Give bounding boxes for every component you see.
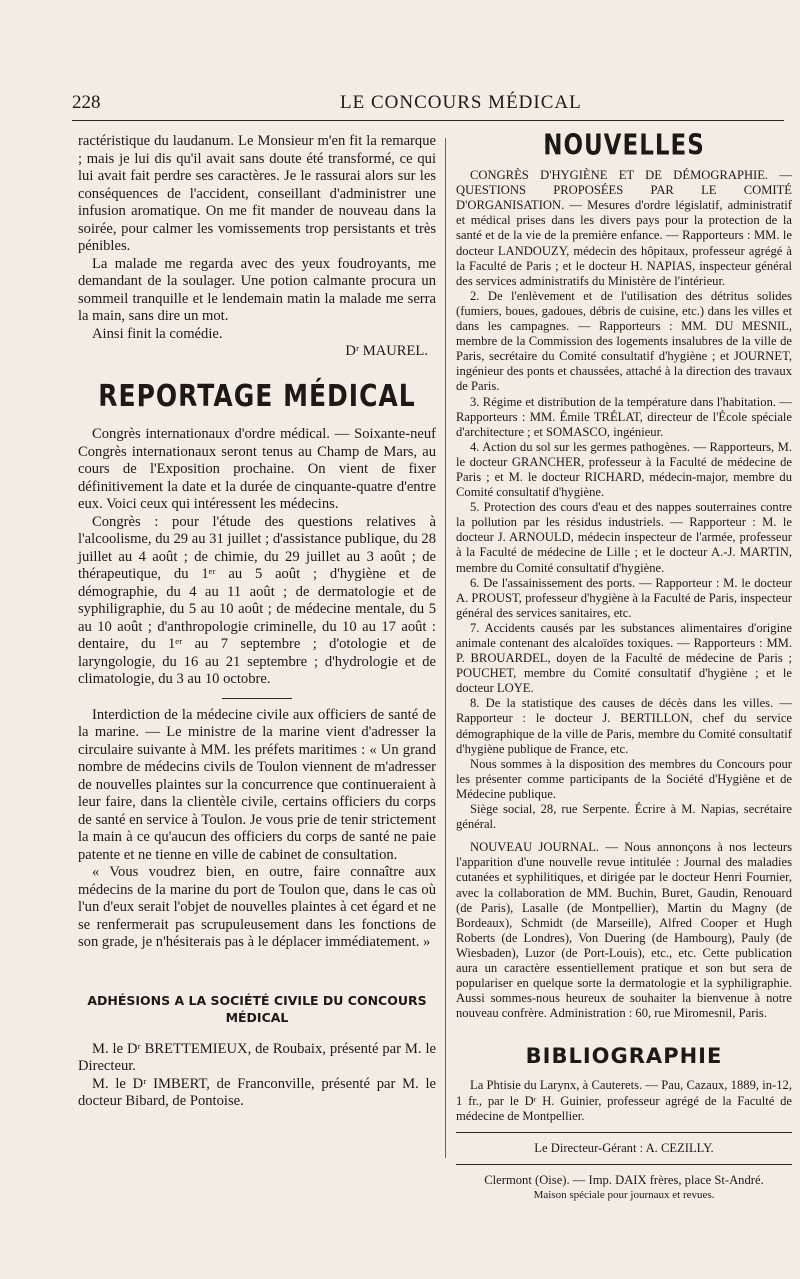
page-header (72, 86, 784, 121)
news-paragraph: 5. Protection des cours d'eau et des nappes souterraines contre la pollution par les résidus industriels. — Rapporteur : M. le docteur J. ARNOULD, médecin inspecteur de l'armée, professeur à la Faculté de médecine de Lille ; et le docteur A.-J. MARTIN, membre du Comité consultatif d'hygiène. (456, 500, 792, 575)
news-paragraph: CONGRÈS D'HYGIÈNE ET DE DÉMOGRAPHIE. — QUESTIONS PROPOSÉES PAR LE COMITÉ D'ORGANISATION. — Mesures d'ordre législatif, administratif et médical prises dans les divers pays pour la protection de la santé et de la vie de la première enfance. — Rapporteurs : MM. le docteur LANDOUZY, médecin des hôpitaux, professeur agrégé à la Faculté de Paris ; et le docteur H. NAPIAS, inspecteur général des services administratifs du Ministère de l'intérieur. (456, 168, 792, 288)
section-heading-bibliographie: BIBLIOGRAPHIE (525, 1044, 723, 1069)
page-number: 228 (72, 92, 101, 113)
article-paragraph: Congrès internationaux d'ordre médical. — Soixante-neuf Congrès internationaux seront tenus au Champ de Mars, au cours de l'Exposition prochaine. On vient de fixer définitivement la date et la durée de cinquante-quatre d'entre eux. Voici ceux qui intéressent les médecins. (78, 426, 436, 512)
section-rule (222, 698, 292, 699)
author-signature: Dʳ MAUREL. (345, 343, 428, 359)
right-column (456, 133, 792, 1203)
news-paragraph: 4. Action du sol sur les germes pathogènes. — Rapporteurs, M. le docteur GRANCHER, professeur à la Faculté de médecine de Paris ; et M. le docteur RICHARD, médecin-major, membre du Comité consultatif d'hygiène. (456, 439, 792, 500)
news-paragraph: 7. Accidents causés par les substances alimentaires d'origine animale contenant des alcaloïdes toxiques. — Rapporteurs : MM. P. BROUARDEL, doyen de la Faculté de médecine de Paris ; POUCHET, membre du Comité consultatif d'hygiène ; et le docteur LOYE. (456, 620, 792, 696)
article-paragraph: Ainsi finit la comédie. (92, 325, 223, 342)
bibliography-entry: La Phtisie du Larynx, à Cauterets. — Pau, Cazaux, 1889, in-12, 1 fr., par le Dʳ H. Guinier, professeur agrégé de la Faculté de médecine de Montpellier. (456, 1078, 792, 1123)
section-heading-nouvelles: NOUVELLES (543, 133, 705, 162)
director-gerant: Le Directeur-Gérant : A. CEZILLY. (534, 1140, 714, 1155)
left-column (78, 133, 436, 1111)
news-paragraph: Siège social, 28, rue Serpente. Écrire à M. Napias, secrétaire général. (456, 802, 792, 832)
article-paragraph: « Vous voudrez bien, en outre, faire connaître aux médecins de la marine du port de Toulon que, dans le cas où l'un d'eux serait l'objet de nouvelles plaintes à cet égard et ne se renfermerait pas scrupuleusement dans les fonctions de son grade, je n'hésiterais pas à le déplacer immédiatement. » (78, 864, 436, 950)
printer-line: Clermont (Oise). — Imp. DAIX frères, place St-André. (484, 1172, 764, 1187)
section-heading-adhesions: ADHÉSIONS A LA SOCIÉTÉ CIVILE DU CONCOURS MÉDICAL (87, 992, 427, 1025)
adhesion-entry: M. le Dʳ IMBERT, de Franconville, présenté par M. le docteur Bibard, de Pontoise. (78, 1075, 436, 1109)
section-heading-reportage: REPORTAGE MÉDICAL (98, 377, 416, 413)
news-paragraph: 3. Régime et distribution de la température dans l'habitation. — Rapporteurs : MM. Émile TRÉLAT, directeur de l'École spéciale d'architecture ; et SOMASCO, ingénieur. (456, 394, 792, 439)
printer-subline: Maison spéciale pour journaux et revues. (533, 1188, 715, 1201)
news-paragraph: Nous sommes à la disposition des membres du Concours pour les présenter comme participants de la Société d'Hygiène et de Médecine publique. (456, 756, 792, 801)
article-paragraph: Interdiction de la médecine civile aux officiers de santé de la marine. — Le ministre de la marine vient d'adresser la circulaire suivante à MM. les préfets maritimes : « Un grand nombre de médecins civils de Toulon viennent de m'adresser de nouvelles plaintes sur la concurrence que continueraient à leur faire, dans la clientèle civile, certains officiers du corps de santé en service à Toulon. Je vous prie de tenir strictement la main à ce qu'aucun des officiers du corps de santé ne paie patente et ne tienne en ville de cabinet de consultation. (78, 706, 436, 863)
news-paragraph: 6. De l'assainissement des ports. — Rapporteur : M. le docteur A. PROUST, professeur d'hygiène à la Faculté de Paris, inspecteur général des services sanitaires, etc. (456, 575, 792, 620)
journal-title: LE CONCOURS MÉDICAL (340, 92, 582, 113)
article-paragraph: Congrès : pour l'étude des questions relatives à l'alcoolisme, du 29 au 31 juillet ; d'assistance publique, du 28 juillet au 4 août ; de chimie, du 29 juillet au 3 août ; de thérapeutique, du 1ᵉʳ au 5 août ; d'hygiène et de démographie, du 4 au 11 août ; de dermatologie et de syphiligraphie, du 5 au 10 août ; de médecine mentale, du 5 au 10 août ; d'anthropologie criminelle, du 10 au 17 août : dentaire, du 1ᵉʳ au 7 septembre ; d'otologie et de laryngologie, du 16 au 21 septembre ; d'hydrologie et de climatologie, du 3 au 10 octobre. (78, 513, 436, 687)
column-divider (445, 138, 446, 1158)
footer-rule (456, 1132, 792, 1133)
article-paragraph: ractéristique du laudanum. Le Monsieur m'en fit la remarque ; mais je lui dis qu'il avait sans doute été transformé, ce qui lui avait fait perdre ses caractères. Je le rassurai alors sur les conséquences de l'accident, conseillant d'administrer une infusion aromatique. On me fit mander de nouveau dans la soirée, pour calmer les vomissements trop persistants et très pénibles. (78, 133, 436, 254)
news-paragraph: 8. De la statistique des causes de décès dans les villes. — Rapporteur : le docteur J. BERTILLON, chef du service démographique de la ville de Paris, membre du Comité consultatif d'hygiène publique de France, etc. (456, 696, 792, 756)
article-paragraph: La malade me regarda avec des yeux foudroyants, me demandant de la soulager. Une potion calmante procura un sommeil tranquille et le lendemain matin la malade me serra la main, sans dire un mot. (78, 255, 436, 324)
news-paragraph: NOUVEAU JOURNAL. — Nous annonçons à nos lecteurs l'apparition d'une nouvelle revue intitulée : Journal des maladies cutanées et syphilitiques, et dirigée par le docteur Henri Fournier, avec la collaboration de MM. Buchin, Buret, Gaudin, Renouard (de Paris), Lasalle (de Montpellier), Martin du Magny (de Bordeaux), Schmidt (de Marseille), Alfred Cooper et Hugh Roberts (de Londres), Von Duering (de Hambourg), Pauly (de Wiesbaden), Luzor (de Port-Louis), etc., etc. Cette publication aura un caractère essentiellement pratique et son but sera de populariser en quelque sorte la dermatologie et la syphiligraphie. Aussi sommes-nous heureux de souhaiter la bienvenue à notre nouveau confrère. Administration : 60, rue Miromesnil, Paris. (456, 840, 792, 1021)
adhesion-entry: M. le Dʳ BRETTEMIEUX, de Roubaix, présenté par M. le Directeur. (78, 1040, 436, 1074)
footer-rule (456, 1164, 792, 1165)
news-paragraph: 2. De l'enlèvement et de l'utilisation des détritus solides (fumiers, boues, gadoues, débris de cuisine, etc.) dans les villes et dans les campagnes. — Rapporteurs : MM. DU MESNIL, membre de la Commission des logements insalubres de la ville de Paris, secrétaire du Comité consultatif d'hygiène ; et JOURNET, ingénieur des ponts et chaussées, attaché à la direction des travaux de Paris. (456, 288, 792, 394)
spacer (456, 832, 792, 840)
